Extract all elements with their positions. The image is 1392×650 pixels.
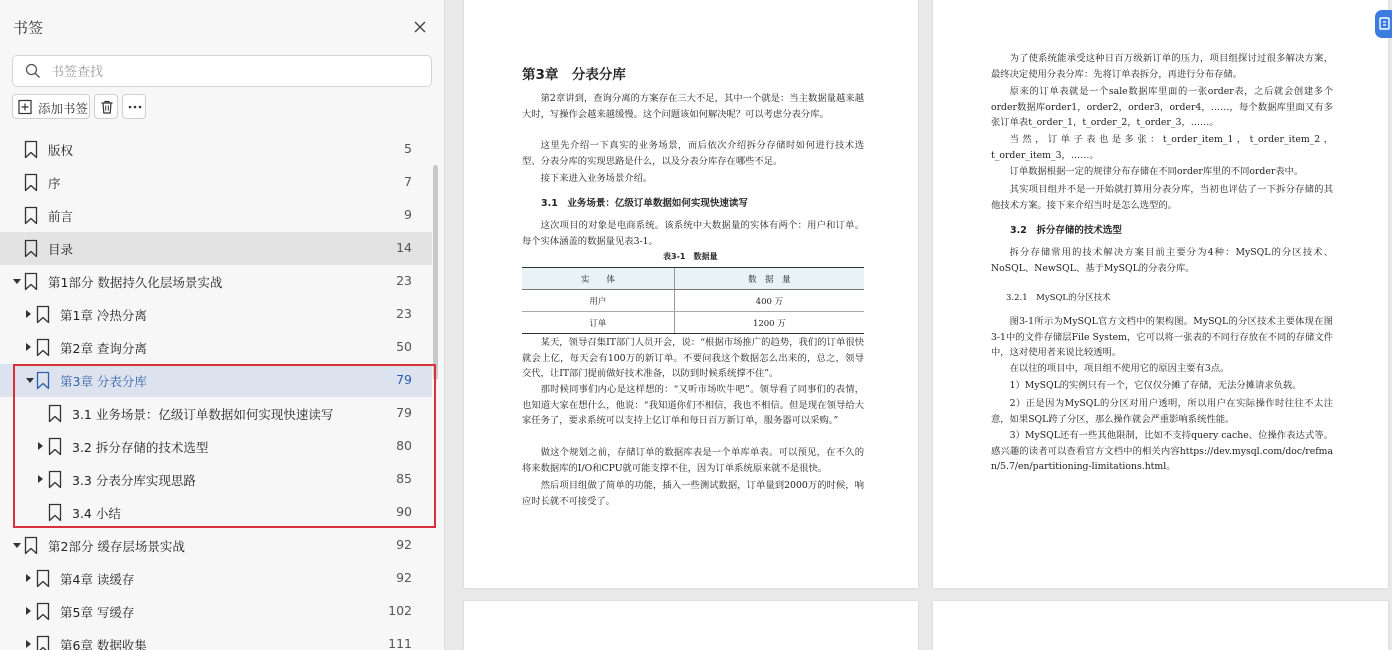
table-row <box>522 290 864 312</box>
search-icon <box>25 63 41 79</box>
bookmark-icon <box>24 239 38 258</box>
subsection-title: 3.2.1 MySQL的分区技术 <box>1006 293 1111 303</box>
bookmark-label: 目录 <box>48 242 74 257</box>
paragraph: 第2章讲到，查询分离的方案存在三大不足，其中一个就是：当主数据量越来越大时，写操作会越来越缓慢。这个问题该如何解决呢？可以考虑分表分库。 <box>522 93 864 120</box>
caret-right-icon[interactable] <box>26 607 31 615</box>
bookmark-page-number: 23 <box>396 273 412 288</box>
bookmark-panel-title: 书签 <box>13 19 44 37</box>
bookmark-page-number: 80 <box>396 438 412 453</box>
bookmark-label: 3.4 小结 <box>72 506 121 521</box>
bookmark-label: 第6章 数据收集 <box>60 638 147 650</box>
bookmark-label: 序 <box>48 176 61 191</box>
bookmark-icon <box>24 173 38 192</box>
bookmark-label: 第1部分 数据持久化层场景实战 <box>48 275 223 290</box>
bookmark-label: 版权 <box>48 143 74 158</box>
paragraph: 1）MySQL的实例只有一个，它仅仅分摊了存储，无法分摊请求负载。 <box>1009 380 1302 391</box>
bookmark-item[interactable] <box>0 166 432 199</box>
bookmark-label: 3.1 业务场景：亿级订单数据如何实现快速读写 <box>72 407 334 422</box>
bookmark-icon <box>24 206 38 225</box>
bookmark-page-number: 85 <box>396 471 412 486</box>
caret-right-icon[interactable] <box>26 640 31 648</box>
bookmark-item[interactable] <box>0 562 432 595</box>
bookmark-item[interactable] <box>0 298 432 331</box>
paragraph: 某天，领导召集IT部门人员开会，说：“根据市场推广的趋势，我们的订单很快就会上亿，每天会有100万的新订单。不要问我这个数据怎么出来的，总之，领导交代，让IT部门提前做好技术准备，以防到时候系统撑不住”。 <box>522 337 864 379</box>
bookmark-label: 第2部分 缓存层场景实战 <box>48 539 185 554</box>
bookmark-label: 第3章 分表分库 <box>60 374 147 389</box>
bookmark-page-number: 92 <box>396 570 412 585</box>
bookmark-item[interactable] <box>0 364 432 397</box>
bookmark-label: 3.3 分表分库实现思路 <box>72 473 196 488</box>
bookmark-item[interactable] <box>0 133 432 166</box>
table-row <box>522 312 864 334</box>
caret-right-icon[interactable] <box>26 343 31 351</box>
close-icon[interactable] <box>410 17 430 37</box>
bookmark-page-number: 7 <box>404 174 412 189</box>
paragraph: 3）MySQL还有一些其他限制，比如不支持query cache、位操作表达式等。感兴趣的读者可以查看官方文档中的相关内容https://dev.mysql.com/doc/refman/5.7/en/partitioning-limitations.html。 <box>991 430 1333 472</box>
bookmark-icon <box>36 602 50 621</box>
paragraph: 然后项目组做了简单的功能，插入一些测试数据，订单量到2000万的时候，响应时长就不可接受了。 <box>522 480 864 507</box>
bookmark-icon <box>24 272 38 291</box>
bookmark-item[interactable] <box>0 397 432 430</box>
bookmark-page-number: 102 <box>388 603 412 618</box>
paragraph: 这里先介绍一下真实的业务场景，而后依次介绍拆分存储时如何进行技术选型、分表分库的实现思路是什么，以及分表分库存在哪些不足。 <box>522 140 864 167</box>
bookmark-icon <box>48 404 62 423</box>
paragraph: 接下来进入业务场景介绍。 <box>540 173 653 184</box>
delete-bookmark-button[interactable] <box>94 94 118 119</box>
caret-right-icon[interactable] <box>38 475 43 483</box>
document-page-right <box>933 0 1388 588</box>
bookmark-label: 第4章 读缓存 <box>60 572 135 587</box>
bookmark-scrollbar[interactable] <box>433 165 438 380</box>
add-bookmark-label: 添加书签 <box>38 101 89 116</box>
bookmark-page-number: 50 <box>396 339 412 354</box>
paragraph: 当然，订单子表也是多张：t_order_item_1，t_order_item_2，t_order_item_3，……。 <box>991 134 1333 161</box>
table-header: 数 据 量 <box>674 268 864 290</box>
bookmark-item[interactable] <box>0 628 432 650</box>
paragraph: 拆分存储常用的技术解决方案目前主要分为4种：MySQL的分区技术、NoSQL、NewSQL、基于MySQL的分表分库。 <box>991 247 1333 274</box>
bookmark-item[interactable] <box>0 463 432 496</box>
bookmark-page-number: 79 <box>396 405 412 420</box>
bookmark-page-number: 5 <box>404 141 412 156</box>
bookmark-icon <box>48 470 62 489</box>
table-header: 实 体 <box>522 268 674 290</box>
caret-down-icon[interactable] <box>13 543 21 548</box>
paragraph: 那时候同事们内心是这样想的：“又听市场吹牛吧”。领导看了同事们的表情，也知道大家在想什么，他说：“我知道你们不相信，我也不相信。但是现在领导给大家任务了，要求系统可以支持上亿订单和每日百万新订单，服务器可以采购。” <box>522 384 864 426</box>
bookmark-icon <box>36 635 50 650</box>
section-title: 3.1 业务场景：亿级订单数据如何实现快速读写 <box>541 198 748 209</box>
bookmark-search[interactable] <box>12 55 432 87</box>
bookmark-item[interactable] <box>0 529 432 562</box>
bookmark-item[interactable] <box>0 199 432 232</box>
bookmark-panel-header <box>0 0 445 52</box>
caret-right-icon[interactable] <box>38 442 43 450</box>
more-options-button[interactable] <box>122 94 146 119</box>
caret-down-icon[interactable] <box>13 279 21 284</box>
floating-tool-button[interactable] <box>1375 10 1392 38</box>
search-input[interactable] <box>51 61 421 83</box>
bookmark-item[interactable] <box>0 595 432 628</box>
bookmark-label: 3.2 拆分存储的技术选型 <box>72 440 209 455</box>
bookmark-page-number: 92 <box>396 537 412 552</box>
paragraph: 为了使系统能承受这种日百万级新订单的压力，项目组探讨过很多解决方案，最终决定使用分表分库：先将订单表拆分，再进行分布存储。 <box>991 53 1333 80</box>
bookmark-tree <box>0 133 432 650</box>
data-volume-table <box>522 267 864 334</box>
table-cell: 订单 <box>522 312 674 334</box>
chapter-title: 第3章 分表分库 <box>522 67 626 83</box>
paragraph: 做这个规划之前，存储订单的数据库表是一个单库单表。可以预见，在不久的将来数据库的I/O和CPU就可能支撑不住，因为订单系统原来就不是很快。 <box>522 447 864 474</box>
bookmark-icon <box>36 305 50 324</box>
table-caption: 表3-1 数据量 <box>663 252 718 261</box>
paragraph: 图3-1所示为MySQL官方文档中的架构图。MySQL的分区技术主要体现在图3-1中的文件存储层File System，它可以将一张表的不同行存放在不同的存储文件中，这对使用者来说比较透明。 <box>991 316 1333 358</box>
bookmark-item[interactable] <box>0 232 432 265</box>
paragraph: 2）正是因为MySQL的分区对用户透明，所以用户在实际操作时往往不太注意，如果SQL跨了分区，那么操作就会严重影响系统性能。 <box>991 398 1333 425</box>
document-page-next-left <box>464 601 918 650</box>
paragraph: 其实项目组并不是一开始就打算用分表分库，当初也评估了一下拆分存储的其他技术方案。接下来介绍当时是怎么选型的。 <box>991 184 1333 211</box>
bookmark-icon <box>36 338 50 357</box>
bookmark-label: 第1章 冷热分离 <box>60 308 147 323</box>
trash-icon <box>99 99 115 115</box>
table-cell: 1200 万 <box>674 312 864 334</box>
bookmark-page-number: 23 <box>396 306 412 321</box>
section-title: 3.2 拆分存储的技术选型 <box>1010 225 1122 236</box>
bookmark-icon <box>36 569 50 588</box>
paragraph: 这次项目的对象是电商系统。该系统中大数据量的实体有两个：用户和订单。每个实体涵盖的数据量见表3-1。 <box>522 220 864 247</box>
add-bookmark-icon <box>17 99 33 115</box>
bookmark-item[interactable] <box>0 331 432 364</box>
bookmark-label: 前言 <box>48 209 74 224</box>
bookmark-icon <box>24 536 38 555</box>
caret-down-icon[interactable] <box>26 378 34 383</box>
bookmark-item[interactable] <box>0 265 432 298</box>
bookmark-item[interactable] <box>0 430 432 463</box>
bookmark-panel <box>0 0 445 650</box>
paragraph: 订单数据根据一定的规律分布存储在不同order库里的不同order表中。 <box>1009 166 1304 177</box>
bookmark-icon <box>24 140 38 159</box>
bookmark-icon <box>36 371 50 390</box>
document-viewer[interactable] <box>446 0 1392 650</box>
caret-right-icon[interactable] <box>26 574 31 582</box>
more-icon <box>127 99 143 115</box>
bookmark-item[interactable] <box>0 496 432 529</box>
add-bookmark-button[interactable] <box>12 94 90 119</box>
document-page-left <box>464 0 918 588</box>
bookmark-page-number: 79 <box>396 372 412 387</box>
bookmark-icon <box>48 437 62 456</box>
bookmark-page-number: 111 <box>388 636 412 650</box>
caret-right-icon[interactable] <box>26 310 31 318</box>
bookmark-icon <box>48 503 62 522</box>
bookmark-label: 第5章 写缓存 <box>60 605 135 620</box>
tool-icon <box>1375 10 1392 38</box>
paragraph: 原来的订单表就是一个sale数据库里面的一张order表，之后就会创建多个order数据库order1，order2，order3，order4，……，每个数据库里面又有多张订单表t_order_1，t_order_2，t_order_3，……。 <box>991 86 1333 128</box>
document-page-next-right <box>933 601 1388 650</box>
paragraph: 在以往的项目中，项目组不使用它的原因主要有3点。 <box>1009 363 1230 374</box>
bookmark-page-number: 14 <box>396 240 412 255</box>
table-cell: 用户 <box>522 290 674 312</box>
bookmark-label: 第2章 查询分离 <box>60 341 147 356</box>
bookmark-page-number: 90 <box>396 504 412 519</box>
bookmark-page-number: 9 <box>404 207 412 222</box>
table-cell: 400 万 <box>674 290 864 312</box>
